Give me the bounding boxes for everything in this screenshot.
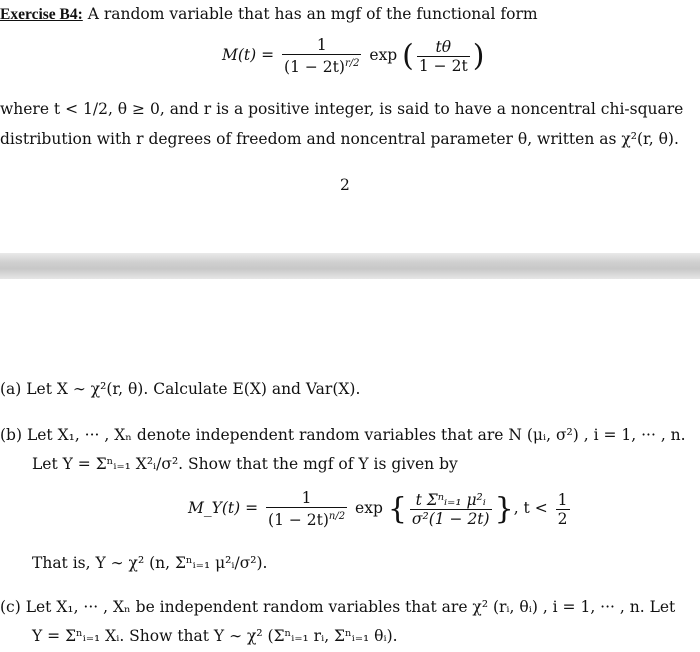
mgf-denominator: [282, 54, 361, 76]
part-b-lhs: M_Y(t) =: [188, 499, 264, 518]
part-b-line-2: Let Y = Σⁿᵢ₌₁ X²ᵢ/σ². Show that the mgf of Y is given by: [32, 455, 458, 473]
right-brace: }: [494, 491, 514, 527]
description-line-1: where t < 1/2, θ ≥ 0, and r is a positive integer, is said to have a noncentral chi-square: [0, 100, 684, 118]
part-c-line-2: Y = Σⁿᵢ₌₁ Xᵢ. Show that Y ∼ χ² (Σⁿᵢ₌₁ rᵢ, Σⁿᵢ₌₁ θᵢ).: [32, 627, 398, 645]
mgf-den-exponent: r/2: [344, 58, 360, 69]
exp-arg-denominator: 1 − 2t: [418, 56, 468, 75]
part-b-that-is: That is, Y ∼ χ² (n, Σⁿᵢ₌₁ μ²ᵢ/σ²).: [32, 554, 268, 572]
exercise-intro: A random variable that has an mgf of the functional form: [82, 5, 538, 23]
page-bottom: [0, 279, 700, 652]
part-b-line-1: (b) Let X₁, ··· , Xₙ denote independent random variables that are N (μᵢ, σ²) , i = 1, ··· , n.: [0, 426, 686, 444]
page-separator: [0, 253, 700, 279]
page-top: [0, 0, 700, 253]
exp-argument-fraction: [417, 38, 470, 75]
part-b-arg-numerator: t Σⁿᵢ₌₁ μ²ᵢ: [415, 490, 486, 509]
part-b-exp-argument: [410, 491, 492, 528]
part-b-exp-word: exp: [355, 499, 383, 518]
part-b-den-base: (1 − 2t): [268, 511, 329, 530]
page-number: 2: [340, 176, 350, 194]
part-b-numerator: 1: [301, 489, 312, 507]
exercise-title: Exercise B4:: [0, 6, 83, 23]
cond-denominator: 2: [557, 509, 568, 528]
mgf-den-base: (1 − 2t): [284, 58, 345, 77]
exp-word: exp: [369, 46, 398, 65]
cond-numerator: 1: [557, 490, 568, 509]
description-line-2: distribution with r degrees of freedom and noncentral parameter θ, written as χ²(r, θ).: [0, 130, 679, 148]
right-paren: ): [472, 38, 485, 74]
left-brace: {: [387, 491, 407, 527]
exercise-heading: [0, 4, 538, 25]
part-b-denominator: [266, 507, 347, 529]
part-b-equation: [188, 489, 573, 529]
part-b-den-exponent: n/2: [328, 511, 346, 522]
mgf-numerator: 1: [316, 36, 327, 54]
exp-arg-numerator: tθ: [435, 37, 452, 56]
part-b-condition-fraction: [556, 491, 570, 528]
mgf-lhs: M(t) =: [222, 46, 280, 65]
part-b-arg-denominator: σ²(1 − 2t): [411, 509, 490, 528]
part-c-line-1: (c) Let X₁, ··· , Xₙ be independent random variables that are χ² (rᵢ, θᵢ) , i = 1, ··· , n. Let: [0, 598, 676, 616]
mgf-fraction: [282, 36, 361, 76]
part-b-condition: , t <: [513, 499, 553, 518]
left-paren: (: [402, 38, 414, 74]
mgf-equation: [222, 36, 484, 76]
part-a: (a) Let X ∼ χ²(r, θ). Calculate E(X) and Var(X).: [0, 380, 361, 398]
part-b-fraction: [266, 489, 347, 529]
